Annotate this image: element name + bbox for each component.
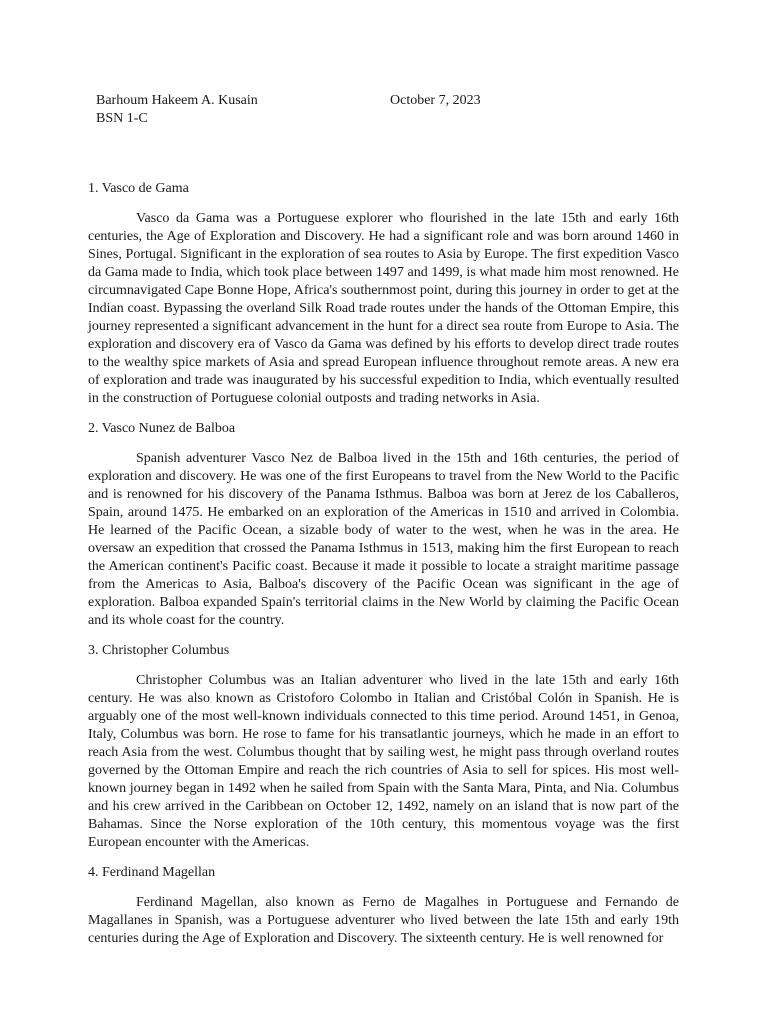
- document-header: [96, 92, 676, 128]
- section-heading: 3. Christopher Columbus: [88, 643, 230, 658]
- section-columbus: [88, 642, 679, 852]
- section-paragraph: Ferdinand Magellan, also known as Ferno de Magalhes in Portuguese and Fernando de Magallanes in Spanish, was a Portuguese adventurer who lived between the late 15th and early 19th centuries during the Age of Exploration and Discovery. The sixteenth century. He is well renowned for: [88, 895, 679, 946]
- class-section: BSN 1-C: [96, 111, 148, 126]
- section-paragraph: Christopher Columbus was an Italian adventurer who lived in the late 15th and early 16th century. He was also known as Cristoforo Colombo in Italian and Cristóbal Colón in Spanish. He is arguably one of the most well-known individuals connected to this time period. Around 1451, in Genoa, Italy, Columbus was born. He rose to fame for his transatlantic journeys, which he made in an effort to reach Asia from the west. Columbus thought that by sailing west, he might pass through overland routes governed by the Ottoman Empire and reach the rich countries of Asia to sell for spices. His most well-known journey began in 1492 when he sailed from Spain with the Santa Mara, Pinta, and Nia. Columbus and his crew arrived in the Caribbean on October 12, 1492, namely on an island that is now part of the Bahamas. Since the Norse exploration of the 10th century, this momentous voyage was the first European encounter with the Americas.: [88, 673, 679, 850]
- section-paragraph: Spanish adventurer Vasco Nez de Balboa lived in the 15th and 16th centuries, the period of exploration and discovery. He was one of the first Europeans to travel from the New World to the Pacific and is renowned for his discovery of the Panama Isthmus. Balboa was born at Jerez de los Caballeros, Spain, around 1475. He embarked on an exploration of the Americas in 1510 and arrived in Colombia. He learned of the Pacific Ocean, a sizable body of water to the west, when he was in the area. He oversaw an expedition that crossed the Panama Isthmus in 1513, making him the first European to reach the American continent's Pacific coast. Because it made it possible to locate a straight maritime passage from the Americas to Asia, Balboa's discovery of the Pacific Ocean was significant in the age of exploration. Balboa expanded Spain's territorial claims in the New World by claiming the Pacific Ocean and its whole coast for the country.: [88, 451, 679, 628]
- author-name: Barhoum Hakeem A. Kusain: [96, 93, 258, 108]
- section-vasco-de-gama: [88, 180, 679, 408]
- section-magellan: [88, 864, 679, 948]
- section-heading: 1. Vasco de Gama: [88, 181, 189, 196]
- section-paragraph: Vasco da Gama was a Portuguese explorer who flourished in the late 15th and early 16th centuries, the Age of Exploration and Discovery. He had a significant role and was born around 1460 in Sines, Portugal. Significant in the exploration of sea routes to Asia by Europe. The first expedition Vasco da Gama made to India, which took place between 1497 and 1499, is what made him most renowned. He circumnavigated Cape Bonne Hope, Africa's southernmost point, during this journey in order to get at the Indian coast. Bypassing the overland Silk Road trade routes under the hands of the Ottoman Empire, this journey represented a significant advancement in the hunt for a direct sea route from Europe to Asia. The exploration and discovery era of Vasco da Gama was defined by his efforts to develop direct trade routes to the wealthy spice markets of Asia and spread European influence throughout remote areas. A new era of exploration and trade was inaugurated by his successful expedition to India, which eventually resulted in the construction of Portuguese colonial outposts and trading networks in Asia.: [88, 211, 679, 406]
- header-row: [96, 92, 676, 110]
- document-body: [88, 180, 679, 960]
- section-heading: 4. Ferdinand Magellan: [88, 865, 216, 880]
- section-heading: 2. Vasco Nunez de Balboa: [88, 421, 236, 436]
- document-date: October 7, 2023: [390, 93, 481, 108]
- section-balboa: [88, 420, 679, 630]
